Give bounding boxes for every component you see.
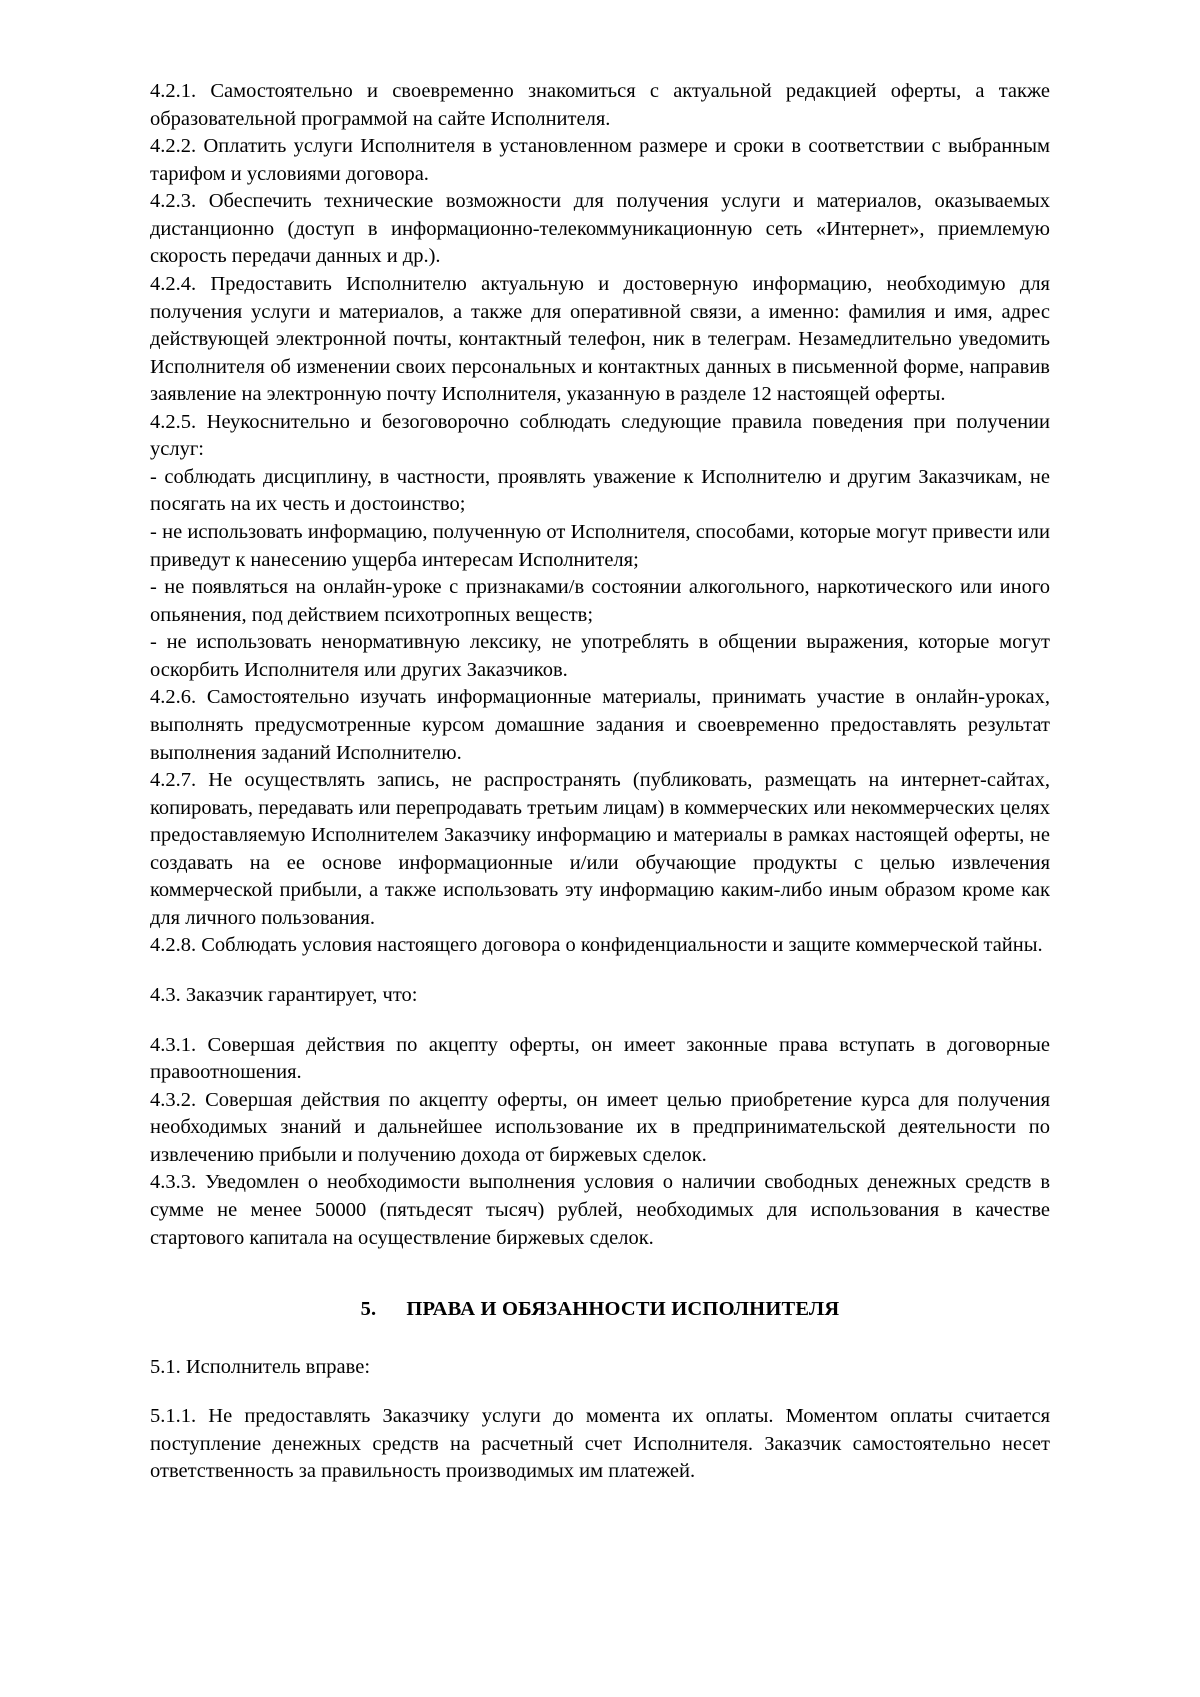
document-paragraph: - не использовать информацию, полученную от Исполнителя, способами, которые могут привести или приведут к нанесению ущерба интересам Исполнителя; <box>150 521 1050 571</box>
paragraph-spacer <box>150 1381 1050 1403</box>
paragraph-spacer <box>150 960 1050 982</box>
document-paragraph: 4.2.5. Неукоснительно и безоговорочно соблюдать следующие правила поведения при получении услуг: <box>150 410 1050 461</box>
document-paragraph: 4.3. Заказчик гарантирует, что: <box>150 984 418 1006</box>
section-title: ПРАВА И ОБЯЗАННОСТИ ИСПОЛНИТЕЛЯ <box>406 1298 840 1321</box>
document-paragraph: - не использовать ненормативную лексику, не употреблять в общении выражения, которые могут оскорбить Исполнителя или других Заказчиков. <box>150 631 1050 681</box>
paragraph-spacer <box>150 1252 1050 1296</box>
section-heading <box>150 1296 1050 1324</box>
document-paragraph: 4.2.2. Оплатить услуги Исполнителя в установленном размере и сроки в соответствии с выбранным тарифом и условиями договора. <box>150 135 1050 185</box>
paragraph-spacer <box>150 1010 1050 1032</box>
document-paragraph: 4.2.6. Самостоятельно изучать информационные материалы, принимать участие в онлайн-уроках, выполнять предусмотренные курсом домашние задания и своевременно предоставлять результат выполнения заданий Исполнителю. <box>150 686 1050 764</box>
document-paragraph: 5.1. Исполнитель вправе: <box>150 1355 371 1378</box>
document-paragraph: 4.2.1. Самостоятельно и своевременно знакомиться с актуальной редакцией оферты, а также образовательной программой на сайте Исполнителя. <box>150 80 1050 130</box>
document-paragraph: - не появляться на онлайн-уроке с признаками/в состоянии алкогольного, наркотического или иного опьянения, под действием психотропных веществ; <box>150 576 1050 626</box>
document-body <box>150 78 1050 1486</box>
document-paragraph: 4.3.3. Уведомлен о необходимости выполнения условия о наличии свободных денежных средств в сумме не менее 50000 (пятьдесят тысяч) рублей, необходимых для использования в качестве стартового капитала на осуществление биржевых сделок. <box>150 1171 1050 1249</box>
section-number: 5. <box>360 1298 377 1321</box>
document-paragraph: 4.2.3. Обеспечить технические возможности для получения услуги и материалов, оказываемых дистанционно (доступ в информационно-телекоммуникационную сеть «Интернет», приемлемую скорость передачи данных и др.). <box>150 190 1050 268</box>
document-paragraph: 4.2.7. Не осуществлять запись, не распространять (публиковать, размещать на интернет-сайтах, копировать, передавать или перепродавать третьим лицам) в коммерческих или некоммерческих целях предоставляемую Исполнителем Заказчику информацию и материалы в рамках настоящей оферты, не создавать на ее основе информационные и/или обучающие продукты с целью извлечения коммерческой прибыли, а также использовать эту информацию каким-либо иным образом кроме как для личного пользования. <box>150 769 1050 929</box>
document-paragraph: 4.2.4. Предоставить Исполнителю актуальную и достоверную информацию, необходимую для получения услуги и материалов, а также для оперативной связи, а именно: фамилия и имя, адрес действующей электронной почты, контактный телефон, ник в телеграм. Незамедлительно уведомить Исполнителя об изменении своих персональных и контактных данных в письменной форме, направив заявление на электронную почту Исполнителя, указанную в разделе 12 настоящей оферты. <box>150 272 1050 406</box>
document-paragraph: 4.2.8. Соблюдать условия настоящего договора о конфиденциальности и защите коммерческой тайны. <box>150 934 1043 957</box>
document-paragraph: - соблюдать дисциплину, в частности, проявлять уважение к Исполнителю и другим Заказчикам, не посягать на их честь и достоинство; <box>150 465 1050 516</box>
document-paragraph: 4.3.1. Совершая действия по акцепту оферты, он имеет законные права вступать в договорные правоотношения. <box>150 1033 1050 1084</box>
document-paragraph: 4.3.2. Совершая действия по акцепту оферты, он имеет целью приобретение курса для получения необходимых знаний и дальнейшее использование их в предпринимательской деятельности по извлечению прибыли и получению дохода от биржевых сделок. <box>150 1088 1050 1166</box>
document-paragraph: 5.1.1. Не предоставлять Заказчику услуги до момента их оплаты. Моментом оплаты считается поступление денежных средств на расчетный счет Исполнителя. Заказчик самостоятельно несет ответственность за правильность производимых им платежей. <box>150 1405 1050 1483</box>
paragraph-spacer <box>150 1324 1050 1354</box>
